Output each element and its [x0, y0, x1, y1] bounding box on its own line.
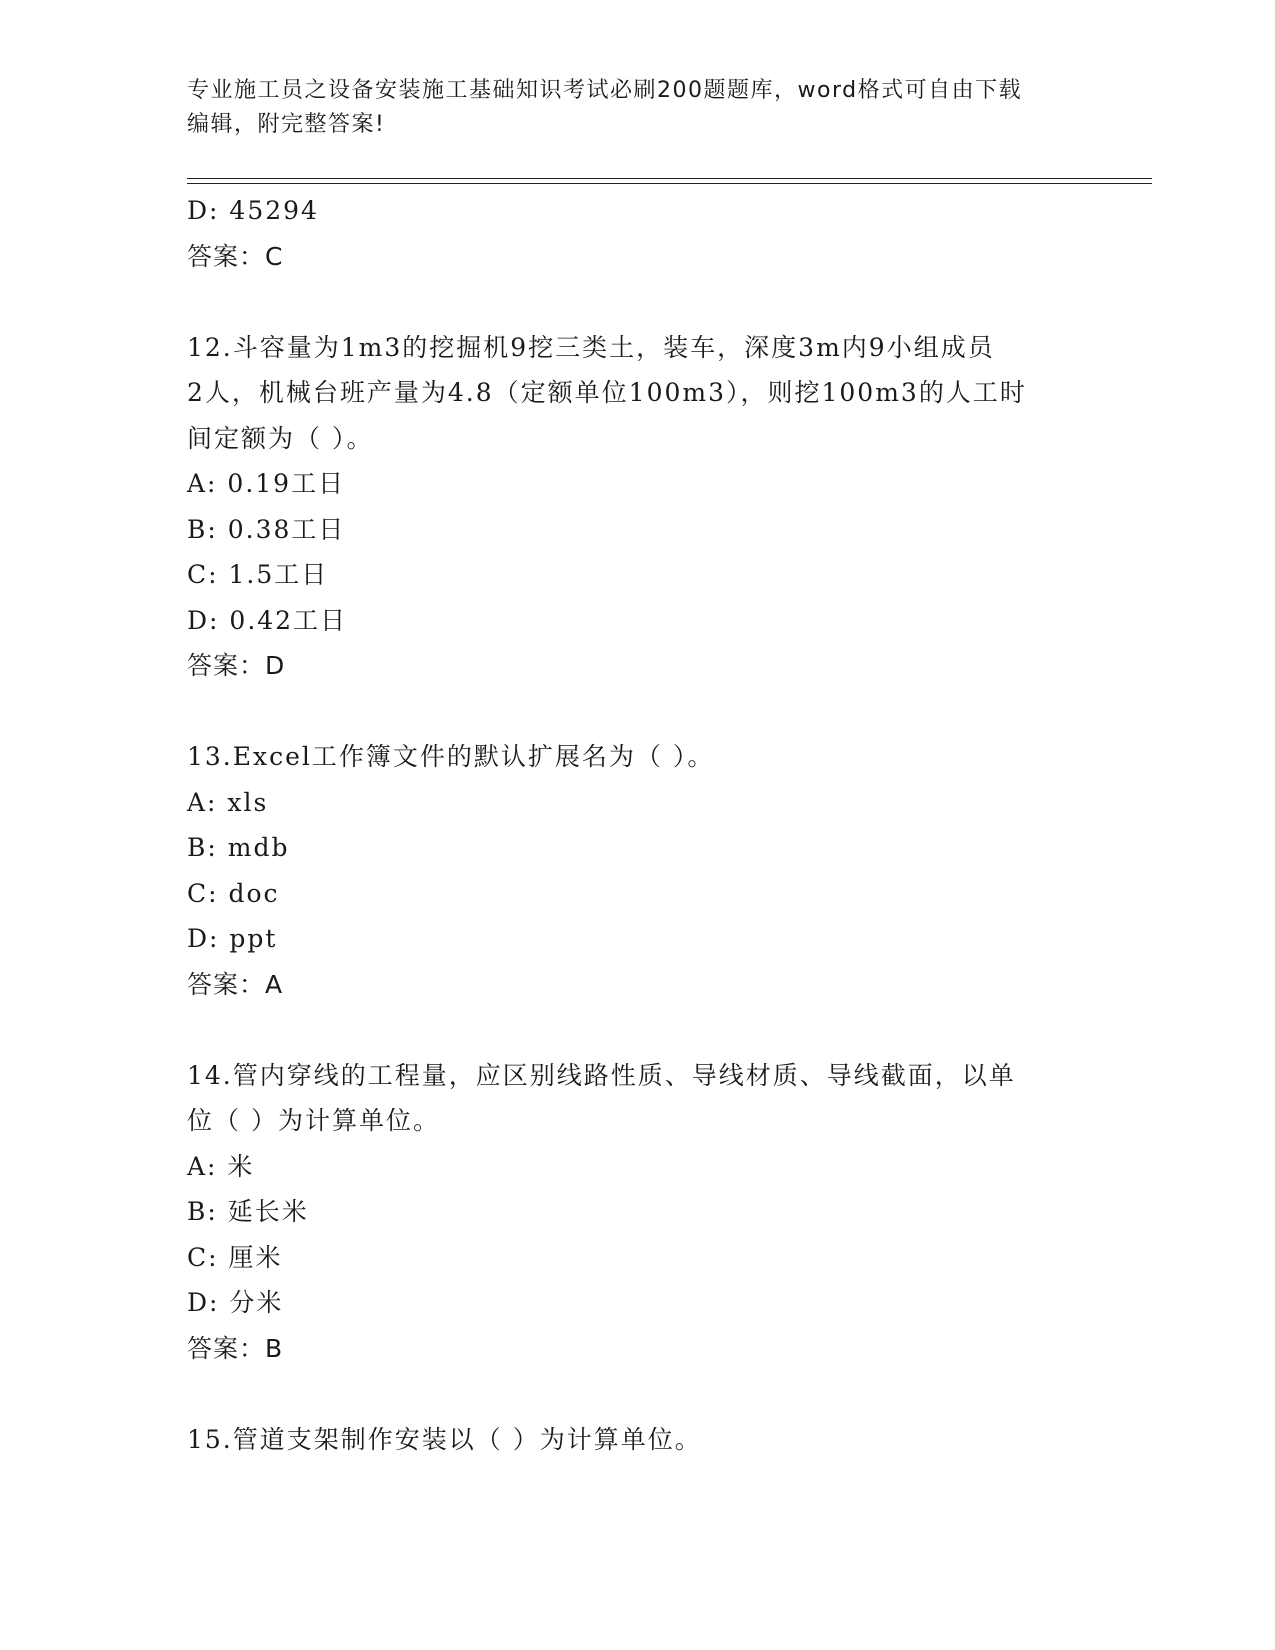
spacer	[187, 279, 1087, 325]
stem-line: 位（ ）为计算单位。	[187, 1106, 440, 1135]
carryover-option-d: D: 45294	[187, 196, 319, 225]
question-12	[187, 325, 1087, 689]
stem-line: 12.斗容量为1m3的挖掘机9挖三类土，装车，深度3m内9小组成员	[187, 332, 995, 362]
question-stem	[187, 325, 1087, 462]
stem-line: 间定额为（ ）。	[187, 423, 374, 453]
option-c: C: 1.5工日	[187, 560, 329, 589]
question-stem	[187, 1053, 1087, 1144]
answer-line: 答案：A	[187, 969, 284, 999]
option-d: D: ppt	[187, 924, 278, 953]
option-d: D: 0.42工日	[187, 605, 348, 635]
document-header	[187, 74, 1067, 142]
answer-line: 答案：B	[187, 1333, 284, 1363]
header-divider-bottom	[187, 183, 1152, 184]
question-14	[187, 1053, 1087, 1372]
option-a: A: 米	[187, 1151, 255, 1181]
stem-line: 15.管道支架制作安装以（ ）为计算单位。	[187, 1424, 702, 1454]
header-divider-top	[187, 178, 1152, 179]
question-stem	[187, 1417, 1087, 1463]
stem-line: 13.Excel工作簿文件的默认扩展名为（ ）。	[187, 742, 715, 771]
spacer	[187, 1007, 1087, 1053]
header-title-line-2: 编辑，附完整答案!	[187, 112, 386, 137]
option-c: C: doc	[187, 878, 280, 908]
option-b: B: 延长米	[187, 1197, 309, 1226]
option-d: D: 分米	[187, 1288, 284, 1317]
option-c: C: 厘米	[187, 1242, 283, 1272]
spacer	[187, 689, 1087, 735]
question-13	[187, 734, 1087, 1007]
option-a: A: xls	[187, 787, 269, 817]
option-b: B: 0.38工日	[187, 514, 346, 544]
option-b: B: mdb	[187, 833, 290, 862]
option-a: A: 0.19工日	[187, 469, 346, 498]
spacer	[187, 1371, 1087, 1417]
answer-line: 答案：D	[187, 651, 286, 680]
carryover-answer: 答案：C	[187, 241, 284, 271]
stem-line: 14.管内穿线的工程量，应区别线路性质、导线材质、导线截面，以单	[187, 1060, 1016, 1090]
header-title-line-1: 专业施工员之设备安装施工基础知识考试必刷200题题库，word格式可自由下载	[187, 78, 1023, 103]
question-list	[187, 188, 1087, 1462]
question-15	[187, 1417, 1087, 1463]
stem-line: 2人，机械台班产量为4.8（定额单位100m3），则挖100m3的人工时	[187, 378, 1027, 407]
question-stem	[187, 734, 1087, 780]
